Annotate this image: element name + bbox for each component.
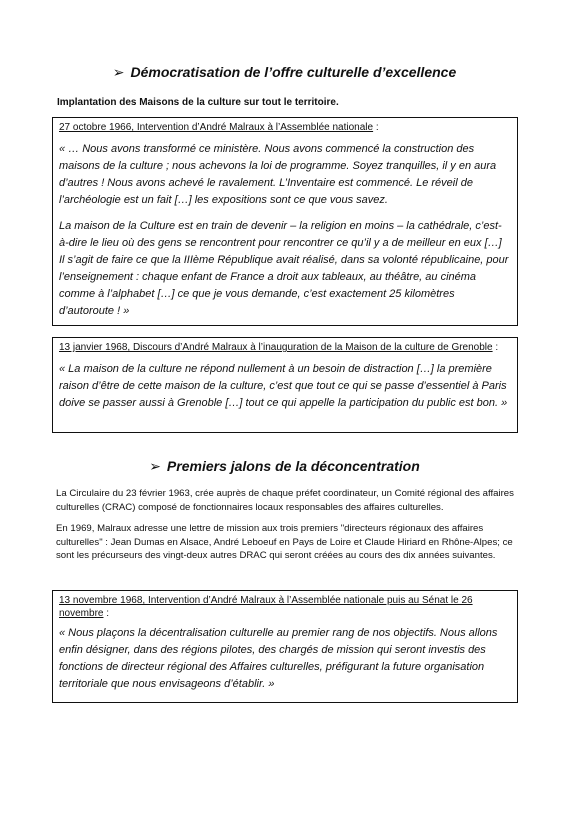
arrow-bullet-icon: ➢ — [149, 458, 161, 474]
reference-suffix: : — [373, 122, 379, 133]
quote-box-1966 — [52, 117, 518, 326]
arrow-bullet-icon: ➢ — [112, 64, 125, 80]
reference-text: 27 octobre 1966, Intervention d’André Malraux à l’Assemblée nationale — [59, 122, 374, 133]
quote-paragraph: « La maison de la culture ne répond nullement à un besoin de distraction […] la première raison d’être de cette maison de la culture, c’est que tout ce qui se passe d’essentiel à Paris doive se passer aussi à Grenoble […] tout ce qui appelle la participation du public est bon. » — [59, 363, 508, 409]
quote-box-1968-grenoble — [52, 337, 518, 433]
quote-paragraph-2: La maison de la Culture est en train de devenir – la religion en moins – la cathédrale, c’est-à-dire le lieu où des gens se rencontrent pour rencontrer ce qu’il y a de meilleur en eux […] Il s’agit de faire ce que la IIIème République avait réalisé, dans sa volonté républicaine, pour l’enseignement : chaque enfant de France a droit aux tableaux, au théâtre, au cinéma comme à l’alphabet […] ce que je vous demande, c’est exactement 25 kilomètres d’autoroute ! » — [59, 220, 509, 317]
section-subtitle: Implantation des Maisons de la culture sur tout le territoire. — [57, 97, 339, 108]
paragraph-drac-1969: En 1969, Malraux adresse une lettre de mission aux trois premiers "directeurs régionaux des affaires culturelles" : Jean Dumas en Alsace, André Leboeuf en Pays de Loire et Claude Hiriard en Rhône-Alpes; ce sont les précurseurs des vingt-deux autres DRAC qui seront créées au cours des dix années suivantes. — [56, 523, 513, 561]
section-heading-text: Premiers jalons de la déconcentration — [166, 458, 420, 474]
paragraph-circulaire-1963: La Circulaire du 23 février 1963, crée auprès de chaque préfet coordinateur, un Comité régional des affaires culturelles (CRAC) composé de fonctionnaires locaux responsables des affaires culturelles. — [56, 488, 514, 513]
section-heading-democratisation — [0, 64, 569, 81]
quote-reference — [59, 341, 509, 354]
quote-reference — [59, 594, 509, 620]
quote-reference — [59, 121, 509, 134]
reference-suffix: : — [103, 608, 110, 619]
section-heading-deconcentration — [0, 458, 569, 475]
quote-paragraph-1: « … Nous avons transformé ce ministère. Nous avons commencé la construction des maisons de la culture ; nous achevons la loi de programme. Soyez tranquilles, il y en aura d’autres ! Nous avons achevé le ravalement. L’Inventaire est commencé. Le réveil de l’archéologie est un fait […] les expositions sont ce que vous savez. — [59, 143, 497, 206]
quote-paragraph: « Nous plaçons la décentralisation culturelle au premier rang de nos objectifs. Nous allons enfin désigner, dans des régions pilotes, des chargés de mission qui seront investis des fonctions de directeur régional des Affaires culturelles, préfigurant la future organisation territoriale que nous envisageons d’établir. » — [59, 627, 498, 690]
section-heading-text: Démocratisation de l’offre culturelle d’excellence — [130, 64, 457, 80]
reference-text: 13 janvier 1968, Discours d’André Malraux à l’inauguration de la Maison de la culture de Grenoble — [59, 342, 493, 353]
reference-text: 13 novembre 1968, Intervention d’André Malraux à l’Assemblée nationale puis au Sénat le 26 novembre — [59, 595, 473, 619]
reference-suffix: : — [492, 342, 499, 353]
quote-box-1968-senat — [52, 590, 518, 703]
